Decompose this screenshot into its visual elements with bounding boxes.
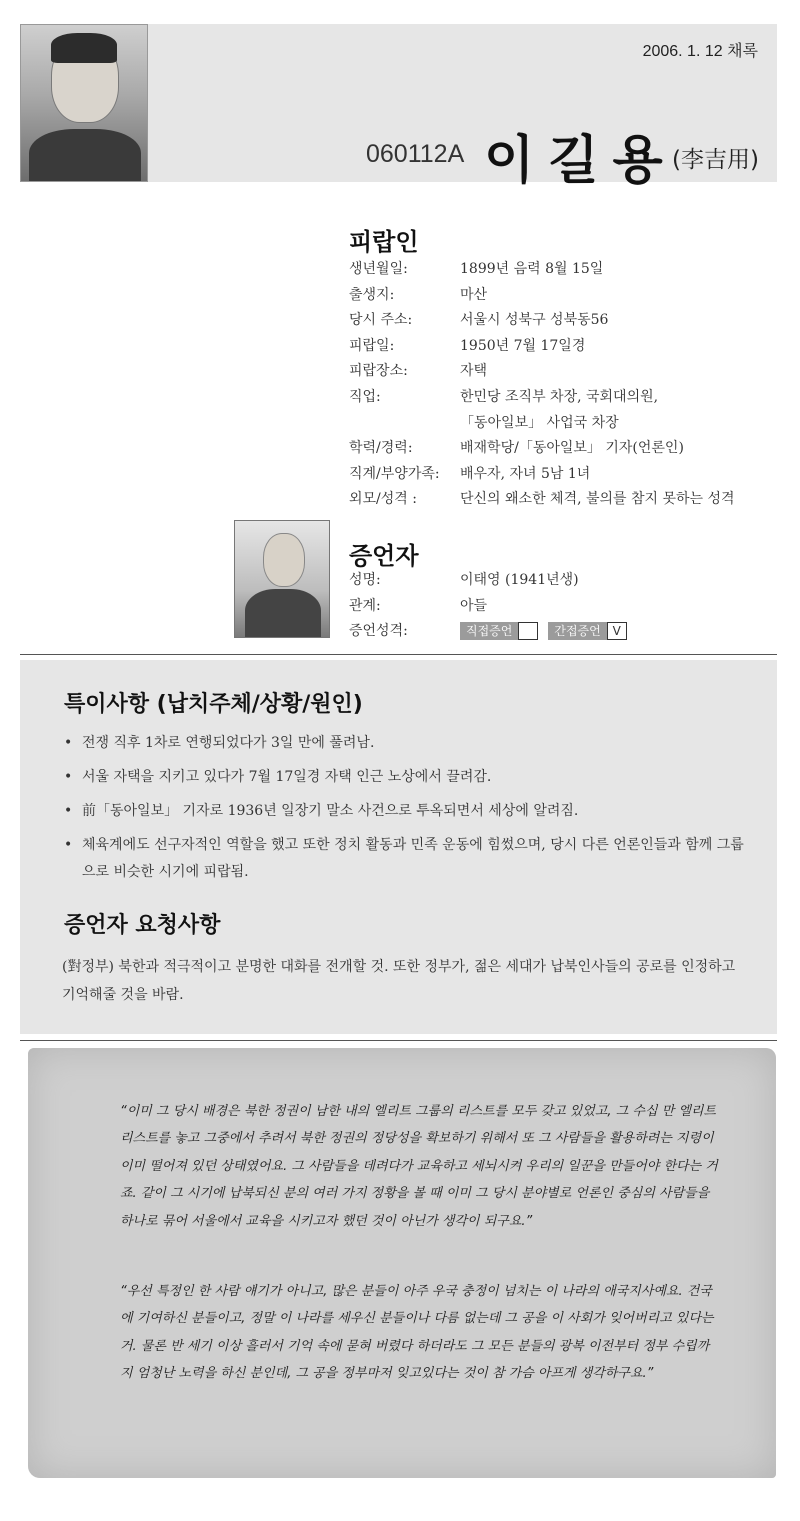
- info-value: 배재학당/「동아일보」 기자(언론인): [460, 440, 684, 457]
- info-value: 1899년 음력 8월 15일: [460, 261, 604, 277]
- abductee-hanja-name: (李吉用): [672, 147, 759, 173]
- info-value: 1950년 7월 17일경: [460, 337, 586, 354]
- info-value: 「동아일보」 사업국 차장: [460, 414, 619, 431]
- info-row: [349, 411, 735, 437]
- info-label: 학력/경력:: [349, 440, 413, 457]
- testimony-type-label: 증언성격:: [349, 623, 408, 640]
- info-label: 당시 주소:: [349, 312, 413, 329]
- abductee-name: 이길용: [484, 131, 677, 191]
- request-text: (對정부) 북한과 적극적이고 분명한 대화를 전개할 것. 또한 정부가, 젊은 세대가 납북인사들의 공로를 인정하고 기억해줄 것을 바람.: [62, 959, 736, 1003]
- indirect-testimony-checkbox: V: [607, 622, 627, 640]
- list-item: • 전쟁 직후 1차로 연행되었다가 3일 만에 풀려남.: [62, 730, 752, 757]
- abductee-section-title: 피랍인: [349, 228, 419, 256]
- notes-list: [62, 730, 752, 893]
- section-divider: [20, 1040, 777, 1041]
- witness-info-table: [349, 568, 637, 645]
- info-value: 서울시 성북구 성북동56: [460, 312, 609, 329]
- info-label: 직계/부양가족:: [349, 465, 440, 482]
- info-value: 자택: [460, 363, 488, 380]
- testimony-quote: “우선 특정인 한 사람 얘기가 아니고, 많은 분들이 아주 우국 충정이 넘치는 이 나라의 애국지사예요. 건국에 기여하신 분들이고, 정말 이 나라를 세우신 분들이나 다름 없는데 그 공을 이 사회가 잊어버리고 있다는 거. 물론 반 세기 이상 흘러서 기억 속에 묻혀 버렸다 하더라도 그 모든 분들의 광복 이전부터 정부 수립까지 엄청난 노력을 하신 분인데, 그 공을 정부마저 잊고있다는 것이 참 가슴 아프게 생각하구요.”: [120, 1284, 714, 1382]
- info-value: 배우자, 자녀 5남 1녀: [460, 465, 591, 482]
- section-divider: [20, 654, 777, 655]
- witness-photo: [234, 520, 330, 638]
- testimony-quote: “이미 그 당시 배경은 북한 정권이 남한 내의 엘리트 그룹의 리스트를 모두 갖고 있었고, 그 수십 만 엘리트 리스트를 놓고 그중에서 추려서 북한 정권의 정당성을 확보하기 위해서 또 그 사람들을 활용하려는 지령이 이미 떨어져 있던 상태였어요. 그 사람들을 데려다가 교육하고 세뇌시켜 우리의 일꾼을 만들어야 한다는 거죠. 같이 그 시기에 납북되신 분의 여러 가지 정황을 볼 때 이미 그 당시 분야별로 언론인 중심의 사람들을 하나로 묶어 서울에서 교육을 시키고자 했던 것이 아닌가 생각이 되구요.”: [120, 1104, 718, 1229]
- info-label: 관계:: [349, 597, 381, 614]
- info-label: [349, 411, 460, 437]
- info-value: 마산: [460, 286, 488, 303]
- info-value: 단신의 왜소한 체격, 불의를 참지 못하는 성격: [460, 491, 735, 508]
- info-label: 성명:: [349, 572, 381, 588]
- direct-testimony-checkbox: [518, 622, 538, 640]
- info-row: [349, 436, 735, 462]
- info-label: 출생지:: [349, 286, 395, 303]
- notes-title: 특이사항 (납치주체/상황/원인): [64, 692, 363, 717]
- testimony-type-options: [460, 619, 637, 645]
- testimony-type-row: [349, 619, 637, 645]
- list-item: • 체육계에도 선구자적인 역할을 했고 또한 정치 활동과 민족 운동에 힘썼으며, 당시 다른 언론인들과 함께 그룹으로 비슷한 시기에 피랍됨.: [62, 832, 752, 886]
- witness-section-title: 증언자: [349, 542, 419, 570]
- info-row: [349, 462, 735, 488]
- abductee-photo: [20, 24, 148, 182]
- info-row: [349, 359, 735, 385]
- direct-testimony-label: 직접증언: [460, 622, 518, 640]
- info-row: [349, 594, 637, 620]
- info-label: 직업:: [349, 388, 381, 405]
- info-label: 피랍장소:: [349, 363, 408, 380]
- info-row: [349, 568, 637, 594]
- info-label: 외모/성격 :: [349, 491, 417, 508]
- info-value: 아들: [460, 597, 488, 614]
- indirect-testimony-label: 간접증언: [548, 622, 606, 640]
- info-row: [349, 487, 735, 513]
- record-date: 2006. 1. 12 채록: [642, 43, 758, 60]
- abductee-info-table: [349, 257, 735, 513]
- list-item: • 前「동아일보」 기자로 1936년 일장기 말소 사건으로 투옥되면서 세상에 알려짐.: [62, 798, 752, 825]
- request-title: 증언자 요청사항: [64, 913, 221, 938]
- info-label: 피랍일:: [349, 337, 395, 354]
- info-label: 생년월일:: [349, 261, 408, 277]
- info-value: 이태영 (1941년생): [460, 572, 579, 588]
- list-item: • 서울 자택을 지키고 있다가 7월 17일경 자택 인근 노상에서 끌려감.: [62, 764, 752, 791]
- info-row: [349, 283, 735, 309]
- info-row: [349, 308, 735, 334]
- record-code: 060112A: [366, 140, 465, 168]
- info-row: [349, 334, 735, 360]
- info-value: 한민당 조직부 차장, 국회대의원,: [460, 388, 659, 405]
- info-row: [349, 257, 735, 283]
- info-row: [349, 385, 735, 411]
